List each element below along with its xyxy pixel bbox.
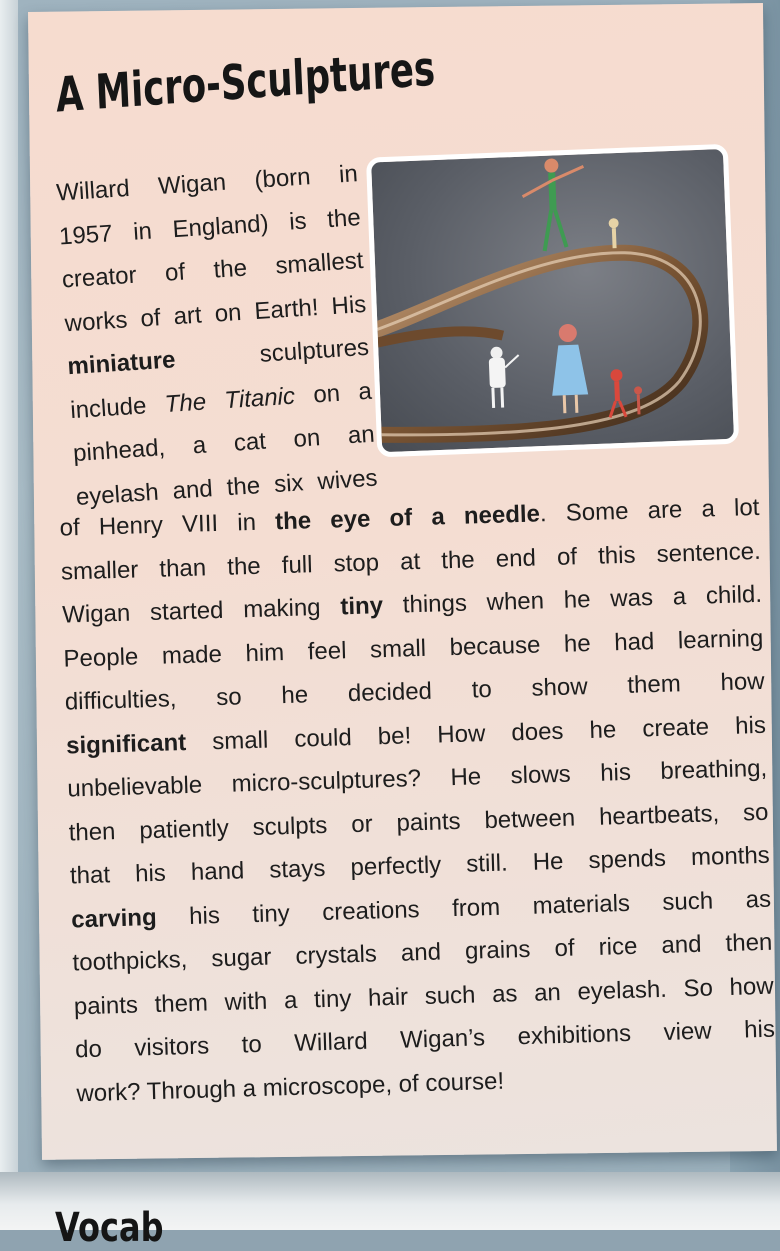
vocab-keyword: carving (70, 903, 158, 933)
text-run: his tiny creations from materials such as (156, 885, 772, 931)
vocab-keyword: the eye of a needle (274, 500, 541, 536)
text-run: on a (293, 377, 373, 410)
article-intro-text (55, 152, 379, 519)
text-run: difficulties, so he decided to show them how (64, 667, 765, 716)
vocab-keyword: tiny (339, 592, 384, 621)
text-run: then patiently sculpts or paints between heartbeats, so (68, 798, 769, 847)
text-run: that his hand stays perfectly still. He spends months (69, 841, 771, 890)
italic-title: The Titanic (163, 382, 296, 418)
text-run: unbelievable micro-sculptures? He slows his breathing, (67, 754, 768, 803)
text-run: of Henry VIII in (59, 508, 276, 542)
article-title: A Micro-Sculptures (54, 40, 437, 124)
text-run: eyelash and the six wives (75, 464, 379, 511)
text-run: do visitors to Willard Wigan’s exhibitions view his (74, 1015, 776, 1064)
next-section-heading: Vocab (55, 1205, 164, 1251)
text-run: smaller than the full stop at the end of this sentence. (60, 537, 762, 586)
text-run: creator of the smallest (61, 246, 365, 294)
text-run: Willard Wigan (born in (55, 160, 359, 207)
needle-eye-illustration (371, 149, 734, 452)
facing-page-edge (0, 0, 18, 1230)
vocab-keyword: miniature (66, 346, 177, 381)
text-run: 1957 in England) is the (58, 203, 362, 251)
text-run: People made him feel small because he had learning (63, 624, 764, 673)
text-run: paints them with a tiny hair such as an eyelash. So how (73, 972, 774, 1020)
text-run: include (69, 390, 166, 424)
text-run: small could be! How does he create his (185, 711, 767, 756)
text-run: . Some are a lot (539, 493, 760, 528)
article-body-text (59, 486, 777, 1115)
text-run: toothpicks, sugar crystals and grains of rice and then (72, 928, 773, 977)
text-run: work? Through a microscope, of course! (76, 1067, 505, 1107)
vocab-keyword: significant (65, 728, 187, 760)
micro-sculpture-photo (366, 144, 739, 458)
article-panel (28, 3, 777, 1160)
text-run: works of art on Earth! His (63, 290, 368, 337)
text-run: Wigan started making (61, 593, 341, 629)
text-run: things when he was a child. (382, 580, 763, 620)
text-run: sculptures (174, 333, 370, 374)
text-run: pinhead, a cat on an (72, 420, 376, 468)
